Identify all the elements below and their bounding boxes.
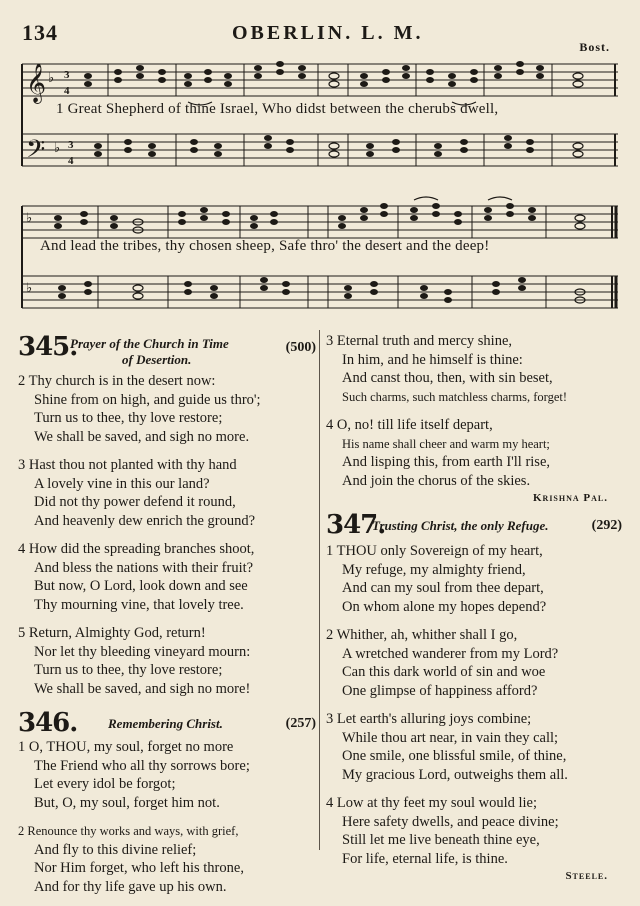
verse-line: Did not thy power defend it round, [34, 494, 236, 510]
stanza [18, 372, 316, 446]
verse-line: Nor let thy bleeding vineyard mourn: [34, 643, 251, 660]
hymn-description: Remembering Christ. [108, 716, 223, 731]
hymn-number: 346. [18, 708, 78, 738]
hymn-description: Trusting Christ, the only Refuge. [372, 518, 549, 533]
svg-text:𝄢: 𝄢 [26, 136, 46, 169]
stanza [18, 624, 316, 698]
hymn-number: 347. [326, 510, 386, 540]
verse-line: 1 O, THOU, my soul, forget no more [18, 739, 234, 755]
hymn-reference: (257) [285, 716, 316, 731]
verse-line: And fly to this divine relief; [34, 841, 197, 858]
verse-line: Here safety dwells, and peace divine; [342, 813, 559, 830]
stanza [326, 332, 622, 406]
verse-line: And for thy life gave up his own. [34, 878, 227, 895]
svg-text:3: 3 [68, 139, 74, 151]
verse-line: 2 Renounce thy works and ways, with grief, [18, 824, 239, 838]
hymn-reference: (292) [591, 518, 622, 533]
hymn-description [70, 336, 229, 368]
tune-title: OBERLIN. L. M. [232, 22, 424, 44]
svg-text:♭: ♭ [54, 140, 61, 155]
verse-line: While thou art near, in vain they call; [342, 729, 559, 746]
lyric-line-2: And lead the tribes, thy chosen sheep, Safe thro' the desert and the deep! [40, 238, 490, 254]
verse-line: But now, O Lord, look down and see [34, 578, 248, 594]
hymn-345-header [18, 332, 316, 372]
lyric-line-1: 1 Great Shepherd of thine Israel, Who didst between the cherubs dwell, [56, 101, 499, 117]
svg-text:♭: ♭ [48, 70, 55, 85]
verse-line: And join the chorus of the skies. [342, 472, 531, 489]
composer-credit: Bost. [579, 40, 610, 54]
hymn-description-line: Prayer of the Church in Time [70, 336, 229, 351]
music-system-2 [18, 196, 622, 326]
verse-line: 1 THOU only Sovereign of my heart, [326, 543, 543, 559]
stanza [18, 822, 316, 896]
stanza [18, 540, 316, 614]
verse-line: For life, eternal life, is thine. [342, 850, 508, 867]
right-column [326, 332, 622, 888]
stanza [326, 626, 622, 700]
left-column [18, 332, 316, 906]
hymn-345-continued [326, 332, 622, 504]
verse-line: Let every idol be forgot; [34, 776, 176, 792]
verse-line: We shall be saved, and sigh no more! [34, 680, 251, 697]
page-number: 134 [22, 20, 58, 45]
verse-line: A lovely vine in this our land? [34, 475, 210, 492]
verse-line: Nor Him forget, who left his throne, [34, 860, 244, 876]
stanza [326, 416, 622, 490]
svg-text:3: 3 [64, 69, 70, 81]
stanza [326, 710, 622, 784]
verse-line: 3 Hast thou not planted with thy hand [18, 457, 237, 473]
verse-line: Shine from on high, and guide us thro'; [34, 391, 261, 408]
verse-line: A wretched wanderer from my Lord? [342, 645, 559, 662]
verse-line: Can this dark world of sin and woe [342, 664, 546, 680]
verse-line: And can my soul from thee depart, [342, 580, 544, 596]
verse-line: My gracious Lord, outweighs them all. [342, 766, 568, 783]
svg-text:4: 4 [68, 155, 74, 167]
verse-line: My refuge, my almighty friend, [342, 561, 526, 578]
hymn-reference: (500) [285, 340, 316, 355]
svg-text:♭: ♭ [26, 280, 33, 295]
stanza [18, 456, 316, 530]
hymn-347-stanzas [326, 542, 622, 882]
stanza [326, 542, 622, 616]
hymn-number: 345. [18, 332, 78, 362]
hymn-description-line: of Desertion. [122, 352, 192, 367]
verse-line: We shall be saved, and sigh no more. [34, 428, 250, 445]
column-divider [319, 330, 320, 850]
verse-line: And heavenly dew enrich the ground? [34, 512, 256, 529]
verse-line: 4 O, no! till life itself depart, [326, 417, 493, 433]
hymn-author: Steele. [565, 870, 608, 882]
svg-text:4: 4 [64, 85, 70, 97]
hymn-346-header [18, 708, 316, 738]
verse-line: Turn us to thee, thy love restore; [34, 410, 223, 426]
verse-line: One glimpse of happiness afford? [342, 682, 538, 699]
hymn-347-header [326, 510, 622, 542]
hymn-346-stanzas [18, 738, 316, 896]
verse-line: 5 Return, Almighty God, return! [18, 625, 206, 641]
music-system-1 [18, 54, 622, 184]
verse-line: On whom alone my hopes depend? [342, 598, 547, 615]
verse-line: 3 Eternal truth and mercy shine, [326, 333, 513, 349]
verse-line: One smile, one blissful smile, of thine, [342, 748, 567, 764]
stanza [326, 794, 622, 868]
verse-line: 4 How did the spreading branches shoot, [18, 541, 255, 557]
verse-line: Turn us to thee, thy love restore; [34, 662, 223, 678]
stanza [18, 738, 316, 812]
verse-line: His name shall cheer and warm my heart; [342, 436, 550, 451]
verse-line: And canst thou, then, with sin beset, [342, 370, 553, 386]
verse-line: And lisping this, from earth I'll rise, [342, 454, 550, 470]
verse-line: 4 Low at thy feet my soul would lie; [326, 795, 538, 811]
verse-line: In him, and he himself is thine: [342, 351, 523, 368]
verse-line: Such charms, such matchless charms, forget! [342, 389, 568, 404]
verse-line: Thy mourning vine, that lovely tree. [34, 596, 244, 613]
hymn-author: Krishna Pal. [532, 492, 608, 504]
verse-line: Still let me live beneath thine eye, [342, 832, 540, 848]
verse-line: But, O, my soul, forget him not. [34, 794, 220, 811]
verse-line: 2 Thy church is in the desert now: [18, 373, 216, 389]
verse-line: The Friend who all thy sorrows bore; [34, 757, 250, 774]
verse-line: 3 Let earth's alluring joys combine; [326, 711, 532, 727]
verse-line: 2 Whither, ah, whither shall I go, [326, 627, 518, 643]
svg-text:𝄞: 𝄞 [26, 65, 47, 102]
verse-line: And bless the nations with their fruit? [34, 559, 254, 576]
hymn-345-stanzas [18, 372, 316, 698]
svg-text:♭: ♭ [26, 210, 33, 225]
